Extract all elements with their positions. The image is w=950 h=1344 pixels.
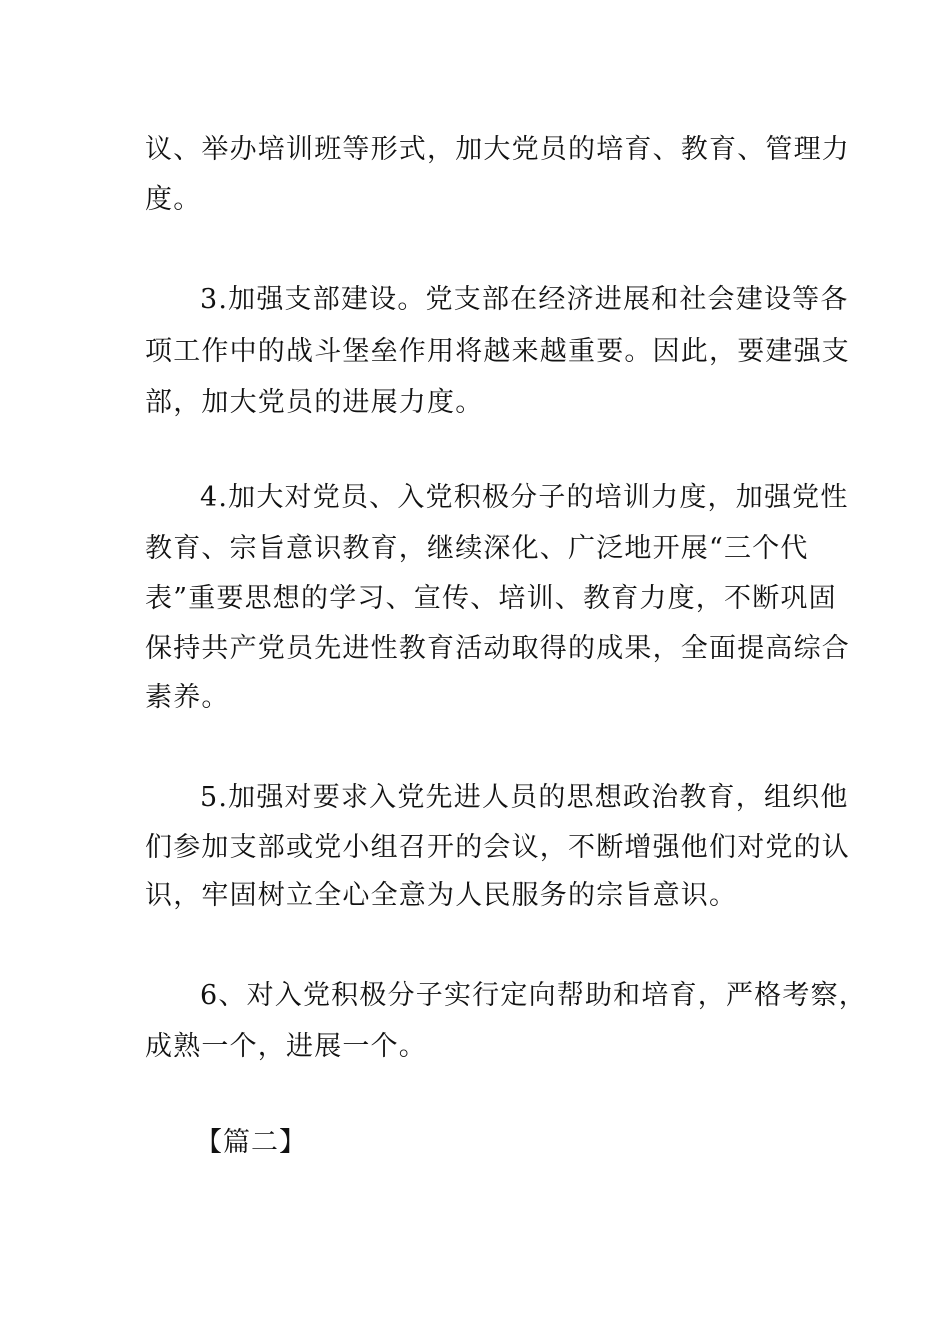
paragraph-1-line-1: 议、举办培训班等形式，加大党员的培育、教育、管理力 (145, 134, 850, 165)
paragraph-4-line-3: 识，牢固树立全心全意为人民服务的宗旨意识。 (145, 880, 738, 911)
paragraph-3-line-4: 保持共产党员先进性教育活动取得的成果，全面提高综合 (145, 633, 850, 664)
paragraph-5-line-1: 6、对入党积极分子实行定向帮助和培育，严格考察， (200, 980, 867, 1011)
paragraph-4-line-1: 5.加强对要求入党先进人员的思想政治教育，组织他 (200, 782, 849, 813)
paragraph-2-line-2: 项工作中的战斗堡垒作用将越来越重要。因此，要建强支 (145, 336, 850, 367)
paragraph-5-line-2: 成熟一个，进展一个。 (145, 1031, 427, 1062)
paragraph-3-line-5: 素养。 (145, 682, 230, 713)
paragraph-3-line-1: 4.加大对党员、入党积极分子的培训力度，加强党性 (200, 482, 849, 513)
paragraph-1-line-2: 度。 (145, 184, 202, 215)
paragraph-2-line-3: 部，加大党员的进展力度。 (145, 387, 484, 418)
section-heading: 【篇二】 (195, 1127, 307, 1158)
paragraph-3-line-2: 教育、宗旨意识教育，继续深化、广泛地开展“三个代 (145, 533, 809, 564)
paragraph-3-line-3: 表”重要思想的学习、宣传、培训、教育力度，不断巩固 (145, 583, 837, 614)
paragraph-2-line-1: 3.加强支部建设。党支部在经济进展和社会建设等各 (200, 284, 849, 315)
paragraph-4-line-2: 们参加支部或党小组召开的会议，不断增强他们对党的认 (145, 832, 850, 863)
